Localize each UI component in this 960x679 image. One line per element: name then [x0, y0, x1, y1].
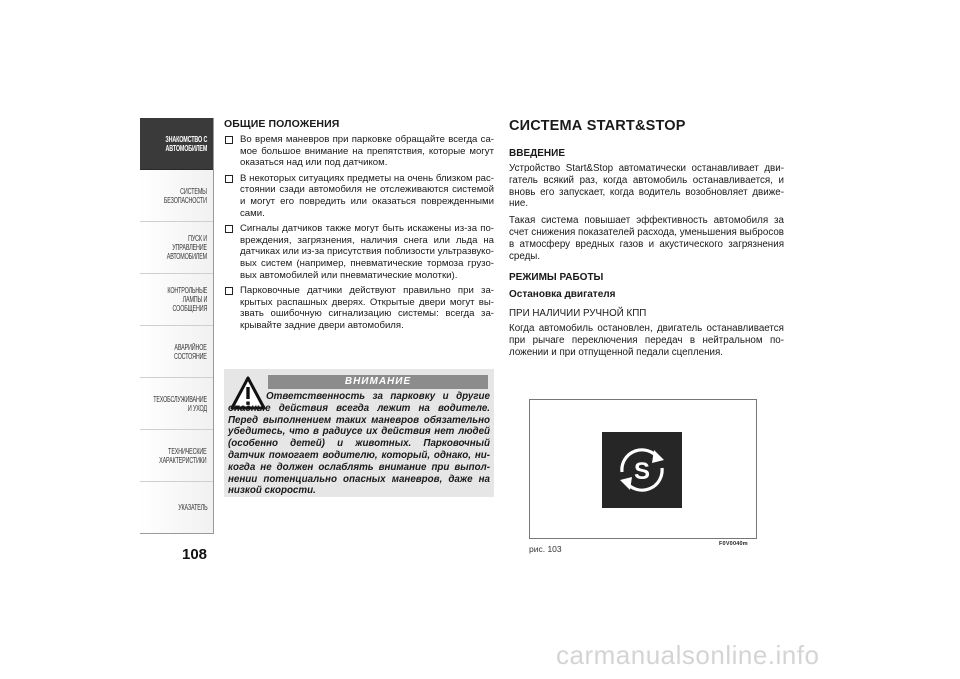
- tab-emergency[interactable]: [140, 326, 213, 378]
- checkbox-bullet-icon: [225, 225, 233, 233]
- figure-103: [529, 399, 757, 539]
- chapter-sidebar: [140, 118, 214, 534]
- tab-label-line: ТЕХОБСЛУЖИВАНИЕ: [153, 394, 207, 404]
- benefits-paragraph: Такая система повышает эффективность автомобиля за счет снижения показателей расхода, уменьшения выбросов в атмосферу вредных газов и акустического загрязнения среды.: [509, 215, 784, 262]
- page-number: 108: [182, 546, 208, 563]
- tab-safety[interactable]: [140, 170, 213, 222]
- intro-heading: ВВЕДЕНИЕ: [509, 148, 565, 159]
- tab-label-line: УКАЗАТЕЛЬ: [177, 503, 207, 512]
- warning-text: [228, 391, 490, 497]
- figure-code: F0V0040m: [719, 541, 748, 547]
- tab-maintenance[interactable]: [140, 378, 213, 430]
- list-item: [224, 223, 494, 281]
- right-column: [509, 118, 784, 364]
- tab-label-line: АВТОМОБИЛЕМ: [165, 143, 207, 153]
- tab-label-line: КОНТРОЛЬНЫЕ: [167, 286, 207, 295]
- list-item: [224, 134, 494, 169]
- tab-label-line: ХАРАКТЕРИСТИКИ: [159, 455, 207, 465]
- tab-label-line: ТЕХНИЧЕСКИЕ: [168, 446, 207, 456]
- checkbox-bullet-icon: [225, 175, 233, 183]
- list-item-text: Сигналы датчиков также могут быть искажены из-за повреждения, загрязнения, наличия снега или льда на датчиках или из-за присутствия поблизости ультразвуковых систем (например, пневматические тормоза грузовых автомобилей или пневматические молотки).: [240, 223, 494, 281]
- warning-box: [224, 369, 494, 497]
- warning-label: ВНИМАНИЕ: [268, 375, 488, 389]
- figure-caption: рис. 103: [529, 544, 562, 554]
- manual-gearbox-paragraph: Когда автомобиль остановлен, двигатель останавливается при рычаге переключения передач в нейтральном положении и при отпущенной педали сцепления.: [509, 323, 784, 358]
- engine-stop-heading: Остановка двигателя: [509, 289, 616, 301]
- section-heading: ОБЩИЕ ПОЛОЖЕНИЯ: [224, 118, 340, 130]
- intro-paragraph: Устройство Start&Stop автоматически останавливает двигатель всякий раз, когда автомобиль останавливается, и вновь его запускает, когда водитель возобновляет движение.: [509, 163, 784, 210]
- tab-label-line: И УХОД: [187, 403, 207, 413]
- list-item-text: В некоторых ситуациях предметы на очень близком расстоянии сзади автомобиля не отслеживаются системой и могут его повредить или оказаться поврежденными сами.: [240, 172, 494, 219]
- tab-label-line: АВАРИЙНОЕ: [174, 342, 207, 352]
- tab-label-line: ЗНАКОМСТВО С: [165, 134, 207, 144]
- tab-label-line: ПУСК И УПРАВЛЕНИЕ: [172, 234, 207, 252]
- page-title: СИСТЕМА START&STOP: [509, 118, 686, 134]
- watermark: carmanualsonline.info: [556, 640, 820, 670]
- modes-heading: РЕЖИМЫ РАБОТЫ: [509, 272, 604, 284]
- start-stop-symbol-icon: [602, 432, 682, 508]
- tab-label-line: СООБЩЕНИЯ: [172, 304, 207, 313]
- list-item-text: Парковочные датчики действуют правильно при закрытых распашных дверях. Открытые двери могут вызвать ошибочную сигнализацию системы: всегда закрывайте задние двери автомобиля.: [240, 285, 494, 331]
- tab-intro[interactable]: [140, 118, 213, 170]
- tab-index[interactable]: [140, 482, 213, 534]
- list-item-text: Во время маневров при парковке обращайте всегда самое большое внимание на препятствия, которые могут оказаться над или под датчиком.: [240, 134, 494, 169]
- checkbox-bullet-icon: [225, 287, 233, 295]
- tab-label-line: АВТОМОБИЛЕМ: [166, 252, 207, 261]
- tab-label-line: ЛАМПЫ И: [182, 295, 207, 304]
- left-column: [224, 118, 494, 336]
- svg-text:S: S: [633, 458, 651, 485]
- tab-label-line: БЕЗОПАСНОСТИ: [164, 195, 207, 205]
- checkbox-bullet-icon: [225, 136, 233, 144]
- warning-text-body: Ответственность за парковку и другие опасные действия всегда лежит на водителе. Перед выполнением таких маневров обязательно убедитесь, что в радиусе их действия нет людей (особенно детей) и животных. Парковочный датчик помогает водителю, который, однако, никогда не должен ослаблять внимание при выполнении потенциально опасных маневров, даже на низкой скорости.: [228, 391, 490, 497]
- list-item: [224, 173, 494, 219]
- tab-driving[interactable]: [140, 222, 213, 274]
- start-stop-icon: [602, 432, 682, 508]
- tab-label-line: СИСТЕМЫ: [180, 186, 207, 196]
- manual-gearbox-label: ПРИ НАЛИЧИИ РУЧНОЙ КПП: [509, 308, 647, 320]
- tab-warning-lights[interactable]: [140, 274, 213, 326]
- list-item: [224, 285, 494, 331]
- tab-specifications[interactable]: [140, 430, 213, 482]
- tab-label-line: СОСТОЯНИЕ: [174, 351, 207, 361]
